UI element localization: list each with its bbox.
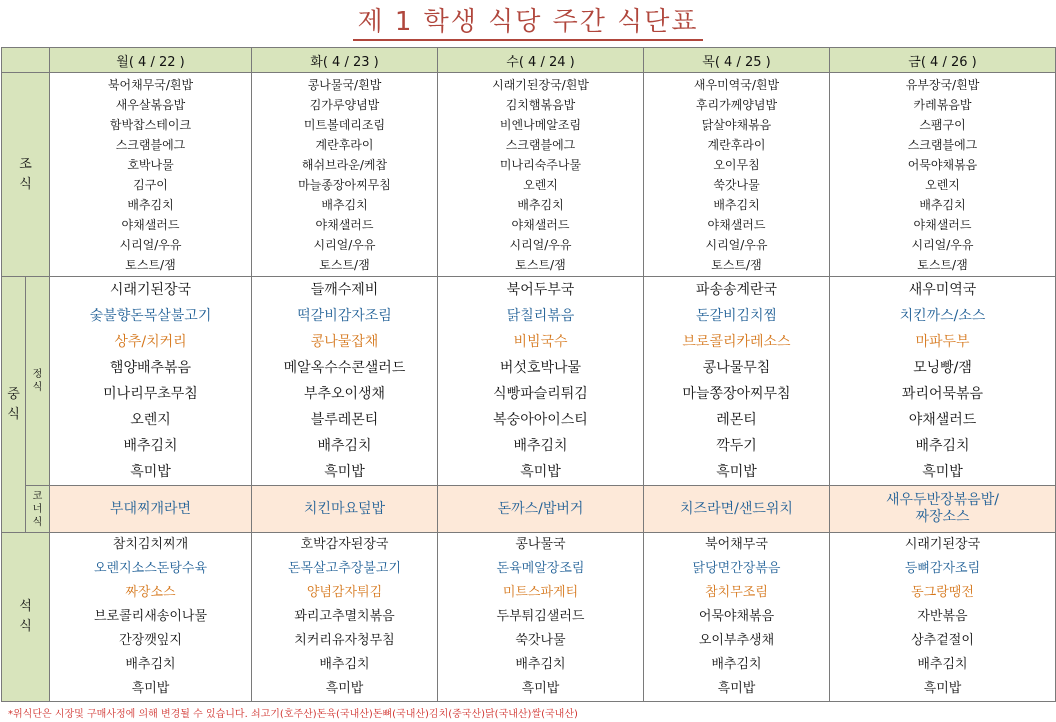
dinner-label: 석 식 <box>2 533 50 702</box>
menu-item: 복숭아아이스티 <box>493 412 588 428</box>
menu-item: 양념감자튀김 <box>306 585 383 600</box>
breakfast-cell <box>50 73 252 277</box>
menu-item: 흑미밥 <box>325 681 364 696</box>
menu-item: 토스트/잼 <box>515 257 566 272</box>
menu-item: 콩나물무침 <box>702 360 771 376</box>
menu-item: 스크램블에그 <box>907 137 978 152</box>
menu-item: 비빔국수 <box>513 334 568 350</box>
menu-item: 야채샐러드 <box>511 217 570 232</box>
dinner-cell <box>644 533 830 702</box>
menu-item: 흑미밥 <box>717 681 756 696</box>
menu-item: 브로콜리카레소스 <box>682 334 791 350</box>
menu-item: 배추김치 <box>515 657 566 672</box>
menu-item: 김가루양념밥 <box>309 97 380 112</box>
menu-item: 식빵파슬리튀김 <box>493 386 588 402</box>
menu-item: 북어채무국 <box>705 537 768 552</box>
breakfast-label: 조 식 <box>2 73 50 277</box>
menu-item: 깍두기 <box>716 438 757 454</box>
header-row <box>2 48 1056 73</box>
menu-item: 마늘종장아찌무침 <box>298 177 391 192</box>
corner-cell: 치킨마요덮밥 <box>252 486 438 533</box>
menu-item: 꽈리고추멸치볶음 <box>294 609 395 624</box>
corner-row <box>2 486 1056 533</box>
menu-item: 계란후라이 <box>315 137 374 152</box>
menu-item: 쑥갓나물 <box>515 633 566 648</box>
menu-item: 배추김치 <box>125 657 176 672</box>
corner-cell: 치즈라면/샌드위치 <box>644 486 830 533</box>
menu-item: 미나리숙주나물 <box>499 157 582 172</box>
menu-item: 시래기된장국 <box>109 282 192 298</box>
day-header: 목( 4 / 25 ) <box>644 48 830 73</box>
footnote: *위식단은 시장및 구매사정에 의해 변경될 수 있습니다. 쇠고기(호주산)돈육(국내산)돈뼈(국내산)김치(중국산)닭(국내산)쌀(국내산) <box>8 709 578 720</box>
menu-item: 닭살야채볶음 <box>701 117 772 132</box>
lunch-cell <box>438 277 644 486</box>
menu-item: 등뼈감자조림 <box>904 561 981 576</box>
menu-item: 닭당면간장볶음 <box>692 561 781 576</box>
menu-item: 미트스파게티 <box>502 585 579 600</box>
menu-item: 흑미밥 <box>324 464 365 480</box>
menu-item: 야채샐러드 <box>913 217 972 232</box>
menu-item: 돈갈비김치찜 <box>695 308 778 324</box>
menu-item: 모닝빵/잼 <box>913 360 972 376</box>
lunch-row <box>2 277 1056 486</box>
menu-item: 오렌지 <box>523 177 558 192</box>
menu-item: 꽈리어묵볶음 <box>901 386 984 402</box>
menu-item: 두부튀김샐러드 <box>496 609 585 624</box>
menu-item: 숯불향돈목살불고기 <box>89 308 212 324</box>
menu-item: 새우살볶음밥 <box>115 97 186 112</box>
lunch-regular-label: 정 식 <box>26 277 50 486</box>
menu-item: 콩나물국/흰밥 <box>307 77 382 92</box>
menu-item: 마파두부 <box>915 334 970 350</box>
dinner-cell <box>830 533 1056 702</box>
day-header: 월( 4 / 22 ) <box>50 48 252 73</box>
menu-item: 야채샐러드 <box>121 217 180 232</box>
corner-cell: 돈까스/밥버거 <box>438 486 644 533</box>
lunch-cell <box>644 277 830 486</box>
menu-item: 파송송계란국 <box>695 282 778 298</box>
menu-item: 야채샐러드 <box>908 412 977 428</box>
menu-item: 레몬티 <box>716 412 757 428</box>
menu-item: 들깨수제비 <box>310 282 379 298</box>
menu-item: 계란후라이 <box>707 137 766 152</box>
menu-item: 시리얼/우유 <box>705 237 768 252</box>
breakfast-cell <box>644 73 830 277</box>
menu-item: 참치김치찌개 <box>112 537 189 552</box>
menu-item: 미나리무초무침 <box>103 386 198 402</box>
menu-item: 돈육메알장조림 <box>496 561 585 576</box>
menu-item: 배추김치 <box>317 438 372 454</box>
menu-item: 김치햄볶음밥 <box>505 97 576 112</box>
menu-item: 치킨까스/소스 <box>899 308 986 324</box>
menu-item: 토스트/잼 <box>319 257 370 272</box>
menu-item: 흑미밥 <box>716 464 757 480</box>
lunch-corner-label: 코 너 식 <box>26 486 50 533</box>
menu-item: 오이부추생채 <box>698 633 775 648</box>
corner-cell: 부대찌개라면 <box>50 486 252 533</box>
menu-item: 치커리유자청무침 <box>294 633 395 648</box>
menu-item: 흑미밥 <box>130 464 171 480</box>
menu-item: 흑미밥 <box>922 464 963 480</box>
menu-item: 시래기된장국 <box>904 537 981 552</box>
menu-item: 배추김치 <box>127 197 174 212</box>
menu-item: 흑미밥 <box>923 681 962 696</box>
day-header: 금( 4 / 26 ) <box>830 48 1056 73</box>
menu-item: 어묵야채볶음 <box>698 609 775 624</box>
menu-item: 호박나물 <box>127 157 174 172</box>
menu-item: 배추김치 <box>513 438 568 454</box>
menu-item: 상추/치커리 <box>114 334 187 350</box>
menu-item: 부추오이생채 <box>303 386 386 402</box>
page-title: 제 1 학생 식당 주간 식단표 <box>353 6 702 41</box>
dinner-row <box>2 533 1056 702</box>
menu-item: 새우미역국/흰밥 <box>693 77 780 92</box>
menu-item: 어묵야채볶음 <box>907 157 978 172</box>
menu-item: 호박감자된장국 <box>300 537 389 552</box>
menu-item: 배추김치 <box>517 197 564 212</box>
menu-item: 자반볶음 <box>917 609 968 624</box>
menu-item: 참치무조림 <box>705 585 768 600</box>
menu-item: 흑미밥 <box>131 681 170 696</box>
menu-item: 오이무침 <box>713 157 760 172</box>
corner-cell: 새우두반장볶음밥/ 짜장소스 <box>830 486 1056 533</box>
breakfast-cell <box>830 73 1056 277</box>
menu-item: 토스트/잼 <box>917 257 968 272</box>
menu-item: 배추김치 <box>919 197 966 212</box>
menu-item: 유부장국/흰밥 <box>905 77 980 92</box>
day-header: 화( 4 / 23 ) <box>252 48 438 73</box>
menu-item: 블루레몬티 <box>310 412 379 428</box>
breakfast-cell <box>438 73 644 277</box>
menu-item: 새우미역국 <box>908 282 977 298</box>
menu-item: 배추김치 <box>917 657 968 672</box>
menu-item: 비엔나메알조림 <box>499 117 582 132</box>
day-header: 수( 4 / 24 ) <box>438 48 644 73</box>
menu-item: 마늘쫑장아찌무침 <box>682 386 791 402</box>
title-area <box>0 0 1056 46</box>
breakfast-row <box>2 73 1056 277</box>
menu-item: 카레볶음밥 <box>913 97 972 112</box>
lunch-cell <box>830 277 1056 486</box>
menu-table <box>1 47 1056 702</box>
menu-item: 간장깻잎지 <box>119 633 182 648</box>
lunch-cell <box>50 277 252 486</box>
menu-item: 배추김치 <box>319 657 370 672</box>
menu-item: 상추겉절이 <box>911 633 974 648</box>
menu-item: 토스트/잼 <box>711 257 762 272</box>
menu-item: 배추김치 <box>915 438 970 454</box>
menu-item: 김구이 <box>133 177 168 192</box>
menu-item: 스크램블에그 <box>115 137 186 152</box>
menu-item: 스크램블에그 <box>505 137 576 152</box>
menu-item: 햄양배추볶음 <box>109 360 192 376</box>
menu-item: 메알옥수수콘샐러드 <box>283 360 406 376</box>
dinner-cell <box>252 533 438 702</box>
menu-item: 배추김치 <box>321 197 368 212</box>
dinner-cell <box>50 533 252 702</box>
menu-item: 돈목살고추장불고기 <box>287 561 402 576</box>
menu-item: 미트볼데리조림 <box>303 117 386 132</box>
menu-item: 시리얼/우유 <box>911 237 974 252</box>
menu-item: 흑미밥 <box>521 681 560 696</box>
menu-item: 버섯호박나물 <box>499 360 582 376</box>
menu-item: 오렌지소스돈탕수육 <box>93 561 208 576</box>
menu-item: 야채샐러드 <box>707 217 766 232</box>
lunch-cell <box>252 277 438 486</box>
lunch-label: 중 식 <box>2 277 26 533</box>
menu-item: 브로콜리새송이나물 <box>93 609 208 624</box>
menu-item: 시리얼/우유 <box>509 237 572 252</box>
menu-item: 배추김치 <box>713 197 760 212</box>
menu-item: 떡갈비감자조림 <box>297 308 392 324</box>
menu-item: 토스트/잼 <box>125 257 176 272</box>
menu-item: 배추김치 <box>123 438 178 454</box>
dinner-cell <box>438 533 644 702</box>
header-corner <box>2 48 50 73</box>
menu-item: 시래기된장국/흰밥 <box>492 77 589 92</box>
menu-item: 오렌지 <box>925 177 960 192</box>
menu-item: 닭칠리볶음 <box>506 308 575 324</box>
menu-item: 시리얼/우유 <box>119 237 182 252</box>
menu-item: 오렌지 <box>130 412 171 428</box>
menu-item: 동그랑땡전 <box>911 585 974 600</box>
menu-item: 배추김치 <box>711 657 762 672</box>
menu-item: 야채샐러드 <box>315 217 374 232</box>
menu-item: 함박찹스테이크 <box>109 117 192 132</box>
menu-item: 후리가께양념밥 <box>695 97 778 112</box>
menu-item: 콩나물잡채 <box>310 334 379 350</box>
menu-item: 흑미밥 <box>520 464 561 480</box>
breakfast-cell <box>252 73 438 277</box>
menu-item: 북어두부국 <box>506 282 575 298</box>
menu-item: 북어채무국/흰밥 <box>107 77 194 92</box>
menu-item: 해쉬브라운/케찹 <box>301 157 388 172</box>
menu-item: 쑥갓나물 <box>713 177 760 192</box>
menu-item: 스팸구이 <box>919 117 966 132</box>
menu-item: 콩나물국 <box>515 537 566 552</box>
menu-item: 시리얼/우유 <box>313 237 376 252</box>
menu-item: 짜장소스 <box>125 585 176 600</box>
